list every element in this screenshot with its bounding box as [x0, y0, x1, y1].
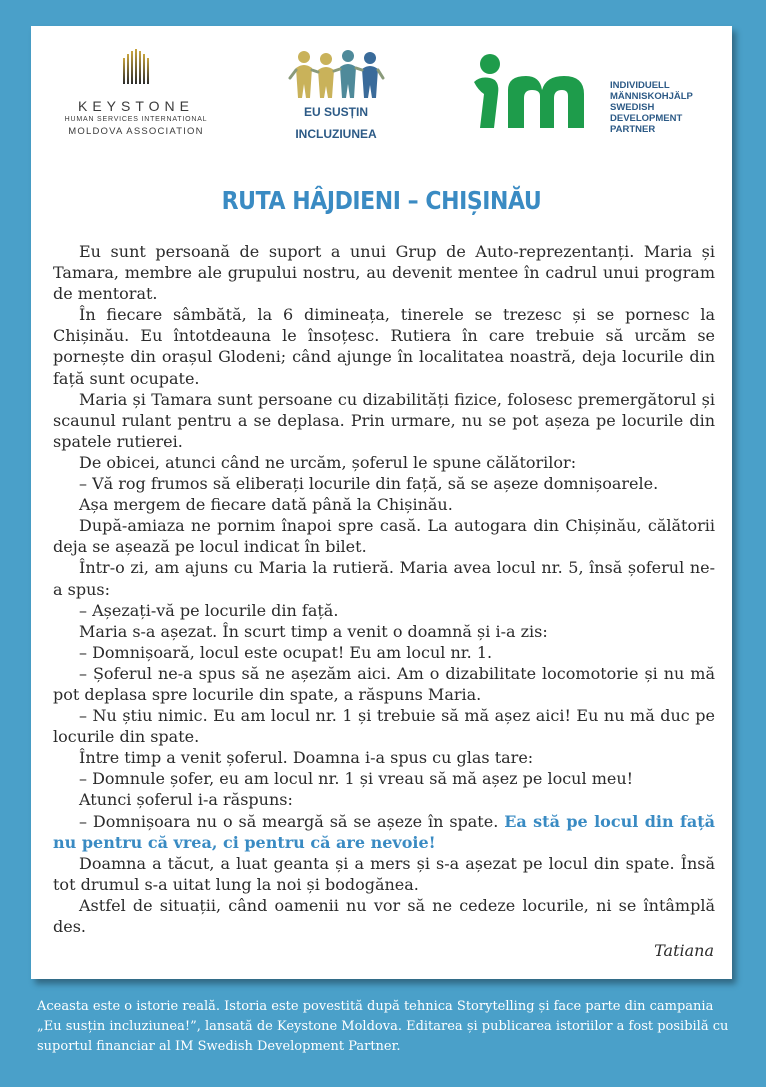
paragraph: – Șoferul ne-a spus să ne așezăm aici. Am o dizabilitate locomotorie și nu mă pot deplasa spre locurile din spate, a răspuns Maria. — [53, 663, 715, 704]
paragraph: Între timp a venit șoferul. Doamna i-a spus cu glas tare: — [79, 748, 534, 768]
paragraph: – Așezați-vă pe locurile din față. — [79, 600, 339, 620]
author-signature: Tatiana — [654, 941, 714, 960]
im-logo — [468, 50, 718, 135]
footer-note: Aceasta este o istorie reală. Istoria este povestită după tehnica Storytelling și face parte din campania „Eu susțin incluziunea!”, lansată de Keystone Moldova. Editarea și publicarea istoriilor a fost posibilă cu suportul financiar al IM Swedish Development Partner. — [37, 999, 729, 1054]
paragraph: Atunci șoferul i-a răspuns: — [79, 790, 293, 810]
paragraph: Așa mergem de fiecare dată până la Chișinău. — [79, 495, 453, 515]
paragraph: – Vă rog frumos să eliberați locurile din față, să se așeze domnișoarele. — [79, 474, 659, 494]
page-title: RUTA HÂJDIENI – CHIȘINĂU — [221, 186, 542, 215]
im-tag-line1: INDIVIDUELL — [610, 80, 670, 91]
story-text — [53, 241, 715, 937]
story-card — [31, 26, 732, 979]
paragraph: – Domnule șofer, eu am locul nr. 1 și vreau să mă așez pe locul meu! — [79, 769, 634, 789]
keystone-logo — [61, 48, 211, 137]
paragraph: Maria și Tamara sunt persoane cu dizabilități fizice, folosesc premergătorul și scaunul rulant pentru a se deplasa. Prin urmare, nu se pot așeza pe locurile din spatele rutierei. — [53, 389, 715, 451]
paragraph: De obicei, atunci când ne urcăm, șoferul le spune călătorilor: — [79, 452, 577, 472]
paragraph: Doamna a tăcut, a luat geanta și a mers și s-a așezat pe locul din spate. Însă tot drumul s-a uitat lung la noi și bodogănea. — [53, 853, 715, 894]
paragraph: După-amiaza ne pornim înapoi spre casă. La autogara din Chișinău, călătorii deja se așează pe locul indicat în bilet. — [53, 516, 715, 557]
paragraph: Maria s-a așezat. În scurt timp a venit o doamnă și i-a zis: — [79, 621, 548, 641]
keystone-emblem-icon — [121, 48, 151, 88]
im-tag-line3: SWEDISH — [610, 102, 655, 113]
driver-reply: – Domnișoara nu o să meargă să se așeze în spate. — [79, 811, 505, 831]
paragraph: – Nu știu nimic. Eu am locul nr. 1 și trebuie să mă așez aici! Eu nu mă duc pe locurile din spate. — [53, 706, 715, 747]
im-tag-line4: DEVELOPMENT — [610, 113, 683, 124]
inclusion-logo — [276, 48, 396, 144]
paragraph — [53, 811, 715, 853]
highlighted-quote: Ea stă pe locul din față nu pentru că vrea, ci pentru că are nevoie! — [53, 811, 716, 852]
inclusion-line2: INCLUZIUNEA — [295, 127, 377, 141]
paragraph: – Domnișoară, locul este ocupat! Eu am locul nr. 1. — [79, 642, 493, 662]
im-tagline — [610, 80, 693, 135]
partner-logos — [31, 26, 732, 176]
keystone-subtitle: HUMAN SERVICES INTERNATIONAL — [64, 116, 208, 123]
keystone-association: MOLDOVA ASSOCIATION — [68, 126, 204, 137]
paragraph: În fiecare sâmbătă, la 6 dimineața, tinerele se trezesc și se pornesc la Chișinău. Eu întotdeauna le însoțesc. Rutiera în care trebuie să urcăm se pornește din orașul Glodeni; când ajunge în localitatea noastră, deja locurile din față sunt ocupate. — [53, 305, 715, 388]
people-holding-hands-icon — [286, 48, 386, 100]
im-tag-line5: PARTNER — [610, 124, 656, 135]
im-tag-line2: MÄNNISKOHJÄLP — [610, 91, 693, 102]
paragraph: Eu sunt persoană de suport a unui Grup de Auto-reprezentanți. Maria și Tamara, membre ale grupului nostru, au devenit mentee în cadrul unui program de mentorat. — [53, 242, 715, 304]
paragraph: Într-o zi, am ajuns cu Maria la rutieră. Maria avea locul nr. 5, însă șoferul ne-a spus: — [53, 558, 715, 599]
im-logo-icon — [468, 50, 608, 130]
paragraph: Astfel de situații, când oamenii nu vor să ne cedeze locurile, ni se întâmplă des. — [53, 895, 715, 936]
keystone-name: KEYSTONE — [78, 98, 194, 114]
inclusion-line1: EU SUSȚIN — [303, 105, 368, 119]
